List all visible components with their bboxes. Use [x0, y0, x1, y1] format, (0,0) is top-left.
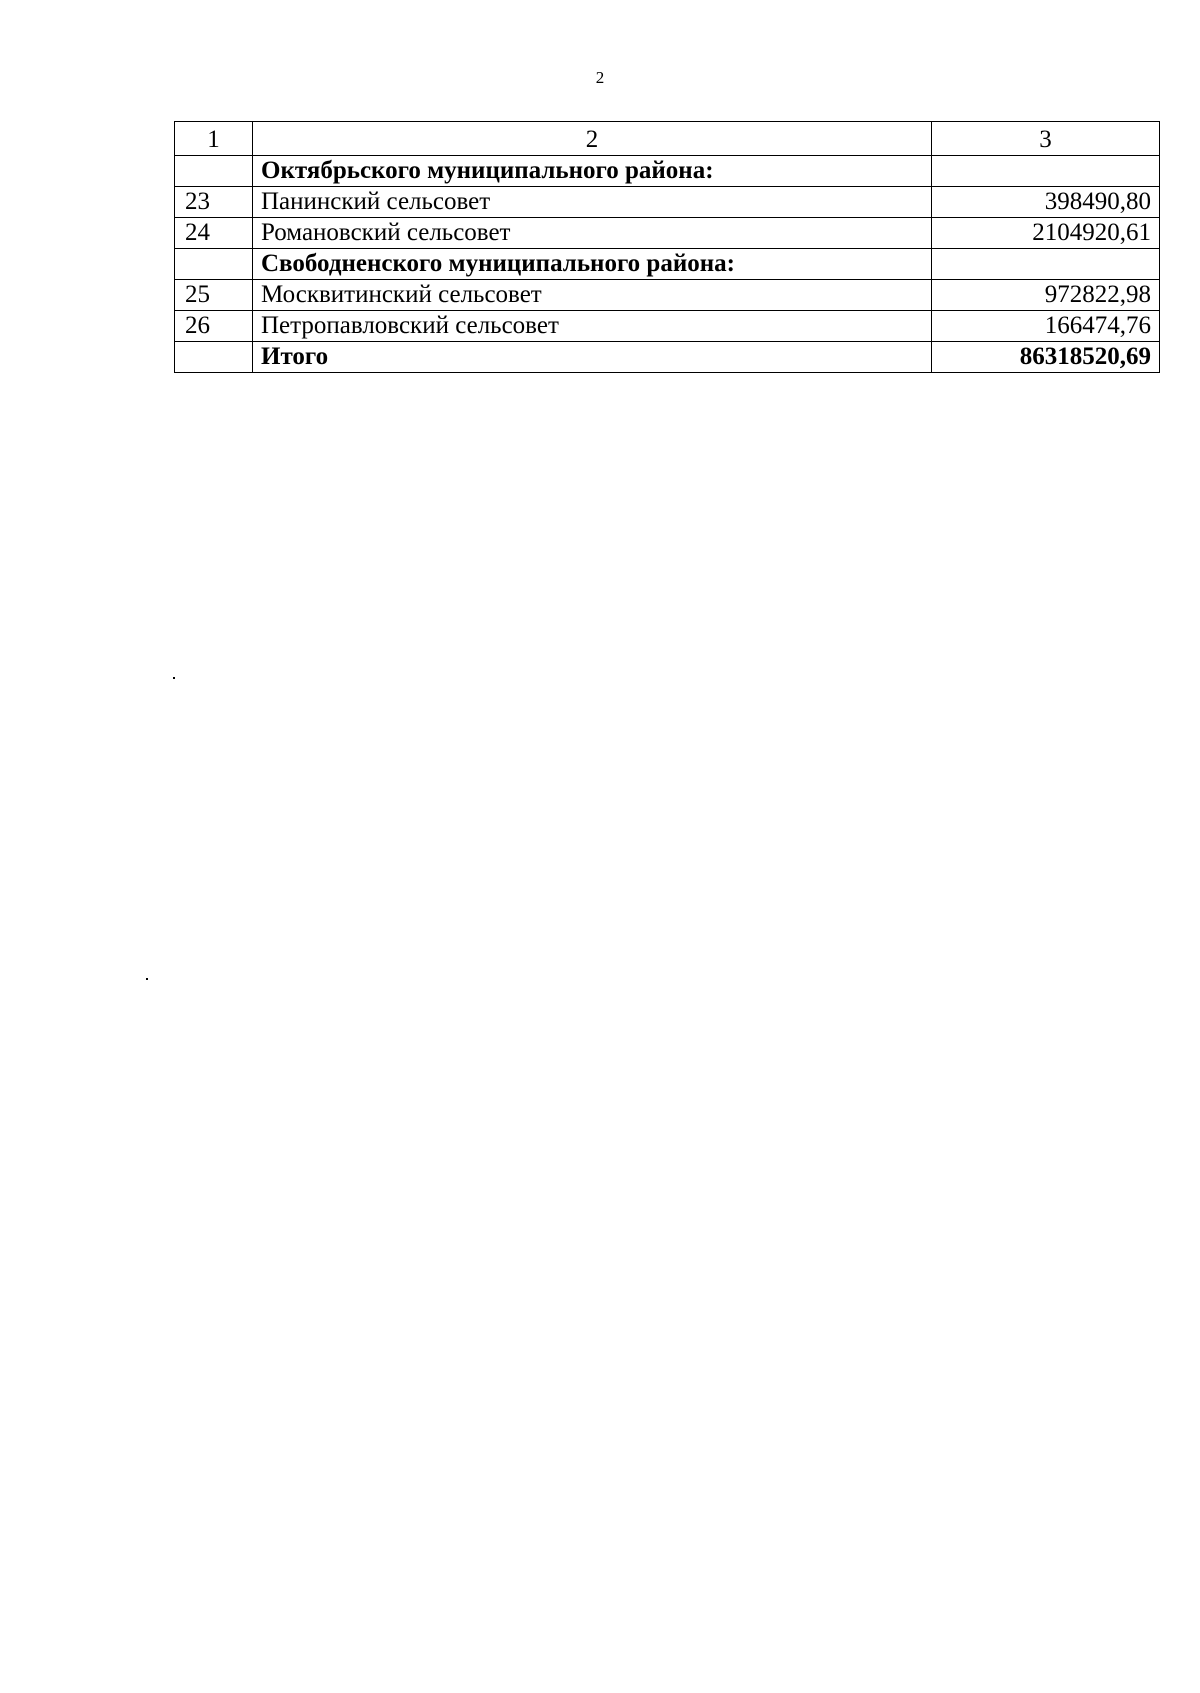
header-cell-3: 3 — [932, 122, 1160, 156]
header-cell-1: 1 — [175, 122, 253, 156]
row-amount: 2104920,61 — [932, 218, 1160, 249]
total-row — [175, 342, 1160, 373]
table-row — [175, 218, 1160, 249]
row-name: Москвитинский сельсовет — [253, 280, 932, 311]
header-cell-2: 2 — [253, 122, 932, 156]
row-number — [175, 249, 253, 280]
row-amount: 972822,98 — [932, 280, 1160, 311]
row-number: 24 — [175, 218, 253, 249]
table-row — [175, 187, 1160, 218]
section-title: Октябрьского муниципального района: — [253, 156, 932, 187]
row-name: Романовский сельсовет — [253, 218, 932, 249]
table-row — [175, 280, 1160, 311]
allocation-table — [174, 121, 1160, 373]
row-name: Петропавловский сельсовет — [253, 311, 932, 342]
table-header-row — [175, 122, 1160, 156]
row-number: 26 — [175, 311, 253, 342]
row-amount: 398490,80 — [932, 187, 1160, 218]
row-amount: 166474,76 — [932, 311, 1160, 342]
scan-speck — [173, 677, 175, 679]
page-number: 2 — [595, 68, 605, 87]
scan-speck — [146, 978, 148, 980]
section-row-svobodnensky — [175, 249, 1160, 280]
section-title: Свободненского муниципального района: — [253, 249, 932, 280]
table-row — [175, 311, 1160, 342]
row-amount — [932, 249, 1160, 280]
total-label: Итого — [253, 342, 932, 373]
section-row-oktyabrsky — [175, 156, 1160, 187]
row-number: 25 — [175, 280, 253, 311]
total-amount: 86318520,69 — [932, 342, 1160, 373]
total-number — [175, 342, 253, 373]
row-amount — [932, 156, 1160, 187]
row-number — [175, 156, 253, 187]
row-name: Панинский сельсовет — [253, 187, 932, 218]
row-number: 23 — [175, 187, 253, 218]
